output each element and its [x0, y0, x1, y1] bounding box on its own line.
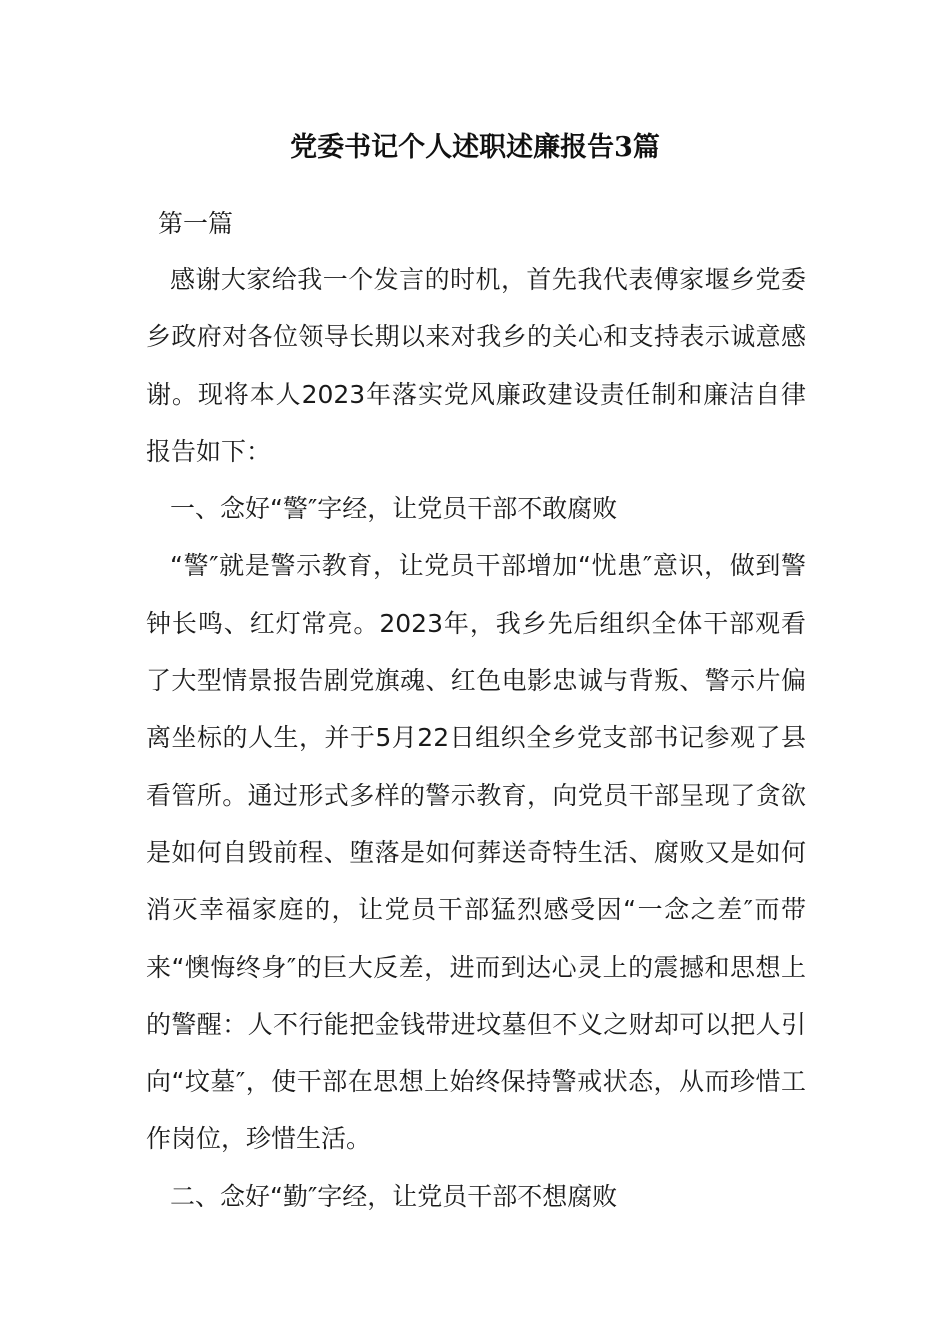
- section-label: 第一篇: [158, 209, 234, 238]
- section-heading-2: 二、念好“勤″字经，让党员干部不想腐败: [170, 1181, 618, 1211]
- document-body: [146, 251, 806, 1225]
- section-heading-1: 一、念好“警″字经，让党员干部不敢腐败: [170, 494, 618, 524]
- intro-paragraph: 感谢大家给我一个发言的时机，首先我代表傅家堰乡党委乡政府对各位领导长期以来对我乡的关心和支持表示诚意感谢。现将本人2023年落实党风廉政建设责任制和廉洁自律报告如下：: [146, 265, 806, 466]
- body-paragraph: “警″就是警示教育，让党员干部增加“忧患″意识，做到警钟长鸣、红灯常亮。2023年，我乡先后组织全体干部观看了大型情景报告剧党旗魂、红色电影忠诚与背叛、警示片偏离坐标的人生，并于5月22日组织全乡党支部书记参观了县看管所。通过形式多样的警示教育，向党员干部呈现了贪欲是如何自毁前程、堕落是如何葬送奇特生活、腐败又是如何消灭幸福家庭的，让党员干部猛烈感受因“一念之差″而带来“懊悔终身″的巨大反差，进而到达心灵上的震撼和思想上的警醒：人不行能把金钱带进坟墓但不义之财却可以把人引向“坟墓″，使干部在思想上始终保持警戒状态，从而珍惜工作岗位，珍惜生活。: [146, 551, 806, 1154]
- document-title: 党委书记个人述职述廉报告3篇: [290, 132, 660, 163]
